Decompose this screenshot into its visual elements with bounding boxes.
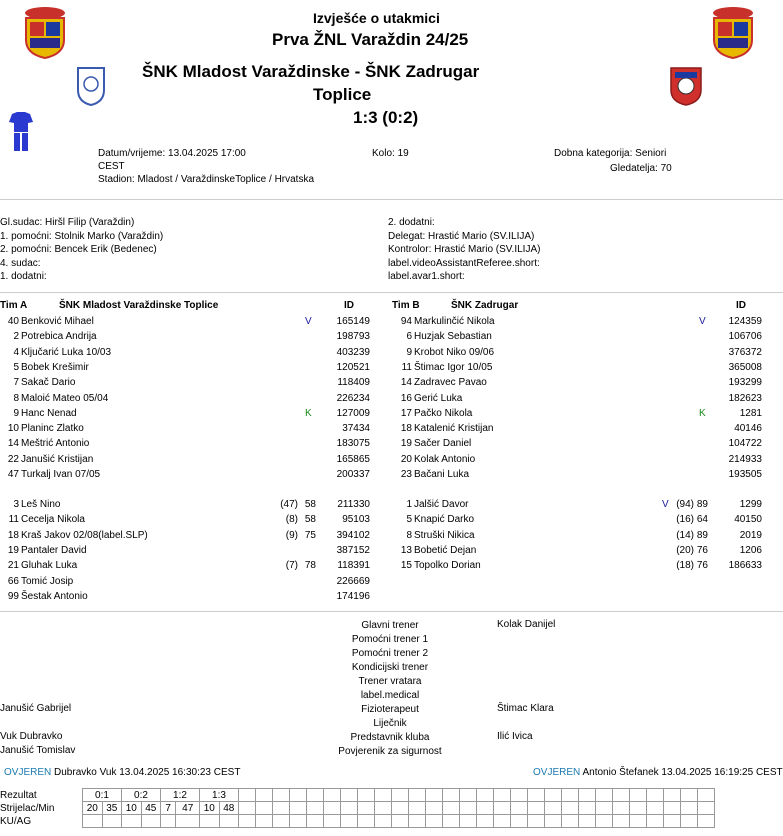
player-id: 186633 (728, 560, 762, 572)
player-id: 226234 (336, 392, 370, 404)
sub-number: 99 (7, 590, 19, 602)
player-name: Sačer Daniel (414, 438, 472, 450)
player-number: 6 (406, 331, 412, 343)
sub-replaced: (16) (676, 514, 694, 526)
sub-replaced: (94) (676, 499, 694, 510)
player-number: 14 (7, 438, 19, 450)
team-b-label: Tim B (392, 300, 420, 311)
sub-name: Struški Nikica (414, 529, 475, 541)
player-id: 2019 (739, 529, 762, 541)
scorer-cell: 10 (122, 802, 142, 815)
player-name: Meštrić Antonio (21, 438, 90, 450)
player-number: 18 (400, 423, 412, 435)
player-name: Turkalj Ivan 07/05 (21, 469, 101, 480)
kit-icon (8, 112, 34, 152)
player-name: Sakač Dario (21, 377, 76, 389)
player-name: Janušić Kristijan (21, 453, 94, 465)
final-score: 1:3 (0:2) (353, 108, 419, 127)
divider (0, 292, 783, 293)
scorer-cell: 35 (102, 802, 122, 815)
scorer-cell: 48 (219, 802, 239, 815)
scorer-cell: 45 (141, 802, 161, 815)
match-datetime: Datum/vrijeme: 13.04.2025 17:00 (98, 148, 246, 159)
player-number: 23 (400, 469, 412, 480)
official: label.avar1.short: (388, 271, 465, 282)
player-id: 95103 (342, 514, 370, 526)
player-id: 193505 (728, 469, 762, 480)
staff-role: Trener vratara (358, 676, 422, 687)
staff-role: Pomoćni trener 2 (351, 648, 429, 659)
player-number: 16 (400, 392, 412, 404)
result-table (0, 788, 715, 828)
sub-number: 21 (7, 560, 19, 572)
player-id: 1206 (739, 544, 762, 556)
sub-number: 13 (400, 544, 412, 556)
sub-name: Kraš Jakov 02/08(label.SLP) (21, 529, 148, 541)
player-number: 47 (7, 469, 19, 480)
away-club-rep: Ilić Ivica (497, 731, 533, 742)
scorer-cell: 7 (161, 802, 176, 815)
sub-name: Leš Nino (21, 499, 61, 510)
sub-number: 8 (406, 529, 412, 541)
score-cell: 0:2 (122, 789, 161, 802)
scorer-cell: 47 (176, 802, 200, 815)
player-name: Ključarić Luka 10/03 (21, 346, 112, 358)
verified-tag: OVJEREN (4, 767, 52, 778)
player-name: Planinc Zlatko (21, 423, 84, 435)
official: 4. sudac: (0, 257, 41, 269)
player-id: 193299 (728, 377, 762, 389)
row-label: Rezultat (0, 789, 37, 801)
sub-minute: 58 (304, 499, 316, 510)
sub-number: 15 (400, 560, 412, 572)
player-id: 40146 (734, 423, 762, 435)
player-id: 198793 (336, 331, 370, 343)
home-club-rep: Vuk Dubravko (0, 731, 63, 742)
sub-replaced: (8) (285, 514, 298, 526)
official: Delegat: Hrastić Mario (SV.ILIJA) (388, 230, 535, 242)
row-label: Strijelac/Min (0, 802, 55, 814)
sub-name: Jalšić Davor (414, 499, 469, 510)
age-category: Dobna kategorija: Seniori (554, 148, 667, 159)
player-number: 19 (400, 438, 412, 450)
officials-left (0, 216, 163, 284)
staff-role: label.medical (360, 690, 420, 701)
official: 1. pomoćni: Stolnik Marko (Varaždin) (0, 230, 164, 242)
player-id: 387152 (336, 544, 370, 556)
captain-mark: K (305, 407, 312, 419)
verified-tag: OVJEREN (533, 767, 581, 778)
divider (0, 199, 783, 200)
player-id: 118391 (337, 560, 370, 572)
home-security: Janušić Tomislav (0, 745, 76, 756)
team-a-label: Tim A (0, 300, 28, 311)
verified-home (4, 767, 240, 778)
staff-role: Predstavnik kluba (350, 732, 430, 743)
sub-replaced: (47) (280, 499, 298, 510)
player-id: 106706 (728, 331, 762, 343)
player-id: 165149 (336, 316, 370, 327)
staff-role: Fizioterapeut (361, 704, 419, 715)
player-id: 403239 (336, 346, 370, 358)
goalkeeper-mark: V (662, 499, 669, 510)
player-number: 17 (400, 407, 412, 419)
official: 1. dodatni: (0, 271, 47, 282)
spectators: Gledatelja: 70 (610, 163, 672, 174)
player-id: 394102 (336, 529, 370, 541)
player-id: 211330 (337, 499, 370, 510)
player-name: Potrebica Andrija (21, 331, 97, 343)
verified-text: Antonio Štefanek 13.04.2025 16:19:25 CEST (582, 767, 783, 778)
player-id: 118409 (337, 377, 370, 389)
verified-away (533, 767, 783, 778)
scorer-row (0, 802, 715, 815)
match-title-cont: Toplice (313, 85, 372, 104)
sub-number: 66 (7, 575, 19, 587)
player-name: Benković Mihael (21, 316, 94, 327)
scorer-cell: 20 (83, 802, 103, 815)
scorer-cell: 10 (200, 802, 220, 815)
sub-name: Pantaler David (21, 544, 87, 556)
sub-number: 3 (13, 499, 19, 510)
player-name: Hanc Nenad (21, 407, 77, 419)
player-id: 1299 (739, 499, 762, 510)
player-id: 120521 (336, 361, 370, 373)
sub-name: Šestak Antonio (21, 590, 88, 602)
verified-text: Dubravko Vuk 13.04.2025 16:30:23 CEST (54, 767, 241, 778)
player-number: 9 (406, 346, 412, 358)
player-id: 174196 (336, 590, 370, 602)
sub-replaced: (9) (285, 529, 298, 541)
result-row (0, 789, 715, 802)
match-stadium: Stadion: Mladost / VaraždinskeToplice / Hrvatska (98, 174, 315, 185)
sub-replaced: (20) (676, 544, 694, 556)
score-cell: 1:2 (161, 789, 200, 802)
federation-logo-left (22, 6, 68, 60)
player-id: 1281 (739, 407, 762, 419)
team-b-name: ŠNK Zadrugar (451, 300, 519, 311)
official: label.videoAssistantReferee.short: (388, 257, 540, 269)
player-number: 22 (7, 453, 19, 465)
player-number: 11 (401, 361, 412, 373)
player-id: 165865 (336, 453, 370, 465)
player-name: Pačko Nikola (414, 407, 473, 419)
staff-role: Povjerenik za sigurnost (338, 746, 442, 757)
player-id: 124359 (728, 316, 762, 327)
player-name: Bobek Krešimir (21, 361, 89, 373)
match-round: Kolo: 19 (372, 148, 409, 159)
sub-name: Knapić Darko (414, 514, 475, 526)
staff-roles (320, 619, 460, 759)
sub-number: 18 (7, 529, 19, 541)
away-physio: Štimac Klara (497, 703, 554, 714)
sub-number: 1 (406, 499, 412, 510)
goalkeeper-mark: V (699, 316, 706, 327)
player-name: Katalenić Kristijan (414, 423, 494, 435)
home-club-crest (76, 64, 106, 106)
player-id: 365008 (728, 361, 762, 373)
sub-replaced: (7) (285, 560, 298, 572)
player-id: 182623 (728, 392, 762, 404)
player-number: 2 (13, 331, 19, 343)
divider (0, 611, 783, 612)
sub-number: 5 (406, 514, 412, 526)
sub-number: 19 (7, 544, 19, 556)
player-number: 4 (13, 346, 19, 358)
player-number: 7 (13, 377, 19, 389)
official: Kontrolor: Hrastić Mario (SV.ILIJA) (388, 244, 541, 255)
sub-minute: 58 (304, 514, 316, 526)
score-cell: 0:1 (83, 789, 122, 802)
sub-name: Bobetić Dejan (414, 544, 477, 556)
match-timezone: CEST (98, 161, 125, 172)
sub-minute: 76 (696, 544, 708, 556)
away-club-crest (669, 64, 703, 106)
player-name: Bačani Luka (414, 469, 470, 480)
match-title: ŠNK Mladost Varaždinske - ŠNK Zadrugar (142, 62, 480, 81)
sub-name: Tomić Josip (21, 575, 74, 587)
player-id: 37434 (342, 423, 370, 435)
sub-minute: 78 (304, 560, 316, 572)
player-number: 94 (400, 316, 412, 327)
sub-minute: 89 (696, 529, 708, 541)
sub-number: 11 (8, 514, 19, 526)
score-cell: 1:3 (200, 789, 239, 802)
captain-mark: K (699, 407, 706, 419)
player-id: 200337 (336, 469, 370, 480)
officials-right (388, 216, 540, 284)
staff-role: Liječnik (373, 718, 407, 729)
card-row (0, 815, 715, 828)
competition-title: Prva ŽNL Varaždin 24/25 (272, 30, 469, 49)
official: 2. pomoćni: Bencek Erik (Bedenec) (0, 244, 157, 255)
player-id: 183075 (336, 438, 370, 450)
player-number: 40 (7, 316, 19, 327)
player-number: 14 (400, 377, 412, 389)
away-head-coach: Kolak Danijel (497, 619, 556, 630)
staff-role: Kondicijski trener (351, 662, 429, 673)
team-b-id-header: ID (736, 300, 746, 311)
report-title: Izvješće o utakmici (313, 10, 440, 26)
player-name: Kolak Antonio (414, 453, 476, 465)
goalkeeper-mark: V (305, 316, 312, 327)
player-name: Markulinčić Nikola (414, 316, 495, 327)
row-label: KU/AG (0, 815, 32, 827)
player-id: 214933 (728, 453, 762, 465)
sub-minute: 75 (304, 529, 316, 541)
sub-minute: 76 (696, 560, 708, 572)
player-name: Štimac Igor 10/05 (414, 361, 493, 373)
staff-role: Pomoćni trener 1 (351, 634, 429, 645)
official: 2. dodatni: (388, 217, 435, 228)
sub-name: Cecelja Nikola (21, 514, 85, 526)
player-id: 226669 (336, 575, 370, 587)
sub-replaced: (14) (676, 529, 694, 541)
staff-role: Glavni trener (361, 620, 419, 631)
player-id: 40150 (734, 514, 762, 526)
player-number: 10 (7, 423, 19, 435)
player-name: Krobot Niko 09/06 (414, 346, 495, 358)
player-number: 8 (13, 392, 19, 404)
player-id: 127009 (336, 407, 370, 419)
sub-minute: 64 (696, 514, 708, 526)
team-a-id-header: ID (344, 300, 354, 311)
home-physio: Janušić Gabrijel (0, 703, 72, 714)
player-number: 20 (400, 453, 412, 465)
player-name: Maloić Mateo 05/04 (21, 392, 109, 404)
player-number: 9 (13, 407, 19, 419)
player-name: Huzjak Sebastian (414, 331, 492, 343)
player-id: 104722 (728, 438, 762, 450)
sub-name: Topolko Dorian (414, 560, 481, 572)
federation-logo-right (710, 6, 756, 60)
sub-name: Gluhak Luka (21, 560, 78, 572)
official: Gl.sudac: Hiršl Filip (Varaždin) (0, 217, 135, 228)
team-a-name: ŠNK Mladost Varaždinske Toplice (59, 300, 219, 311)
sub-replaced: (18) (676, 560, 694, 572)
sub-minute: 89 (696, 499, 708, 510)
player-number: 5 (13, 361, 19, 373)
player-name: Gerić Luka (414, 392, 463, 404)
player-name: Zadravec Pavao (414, 377, 487, 389)
player-id: 376372 (728, 346, 762, 358)
